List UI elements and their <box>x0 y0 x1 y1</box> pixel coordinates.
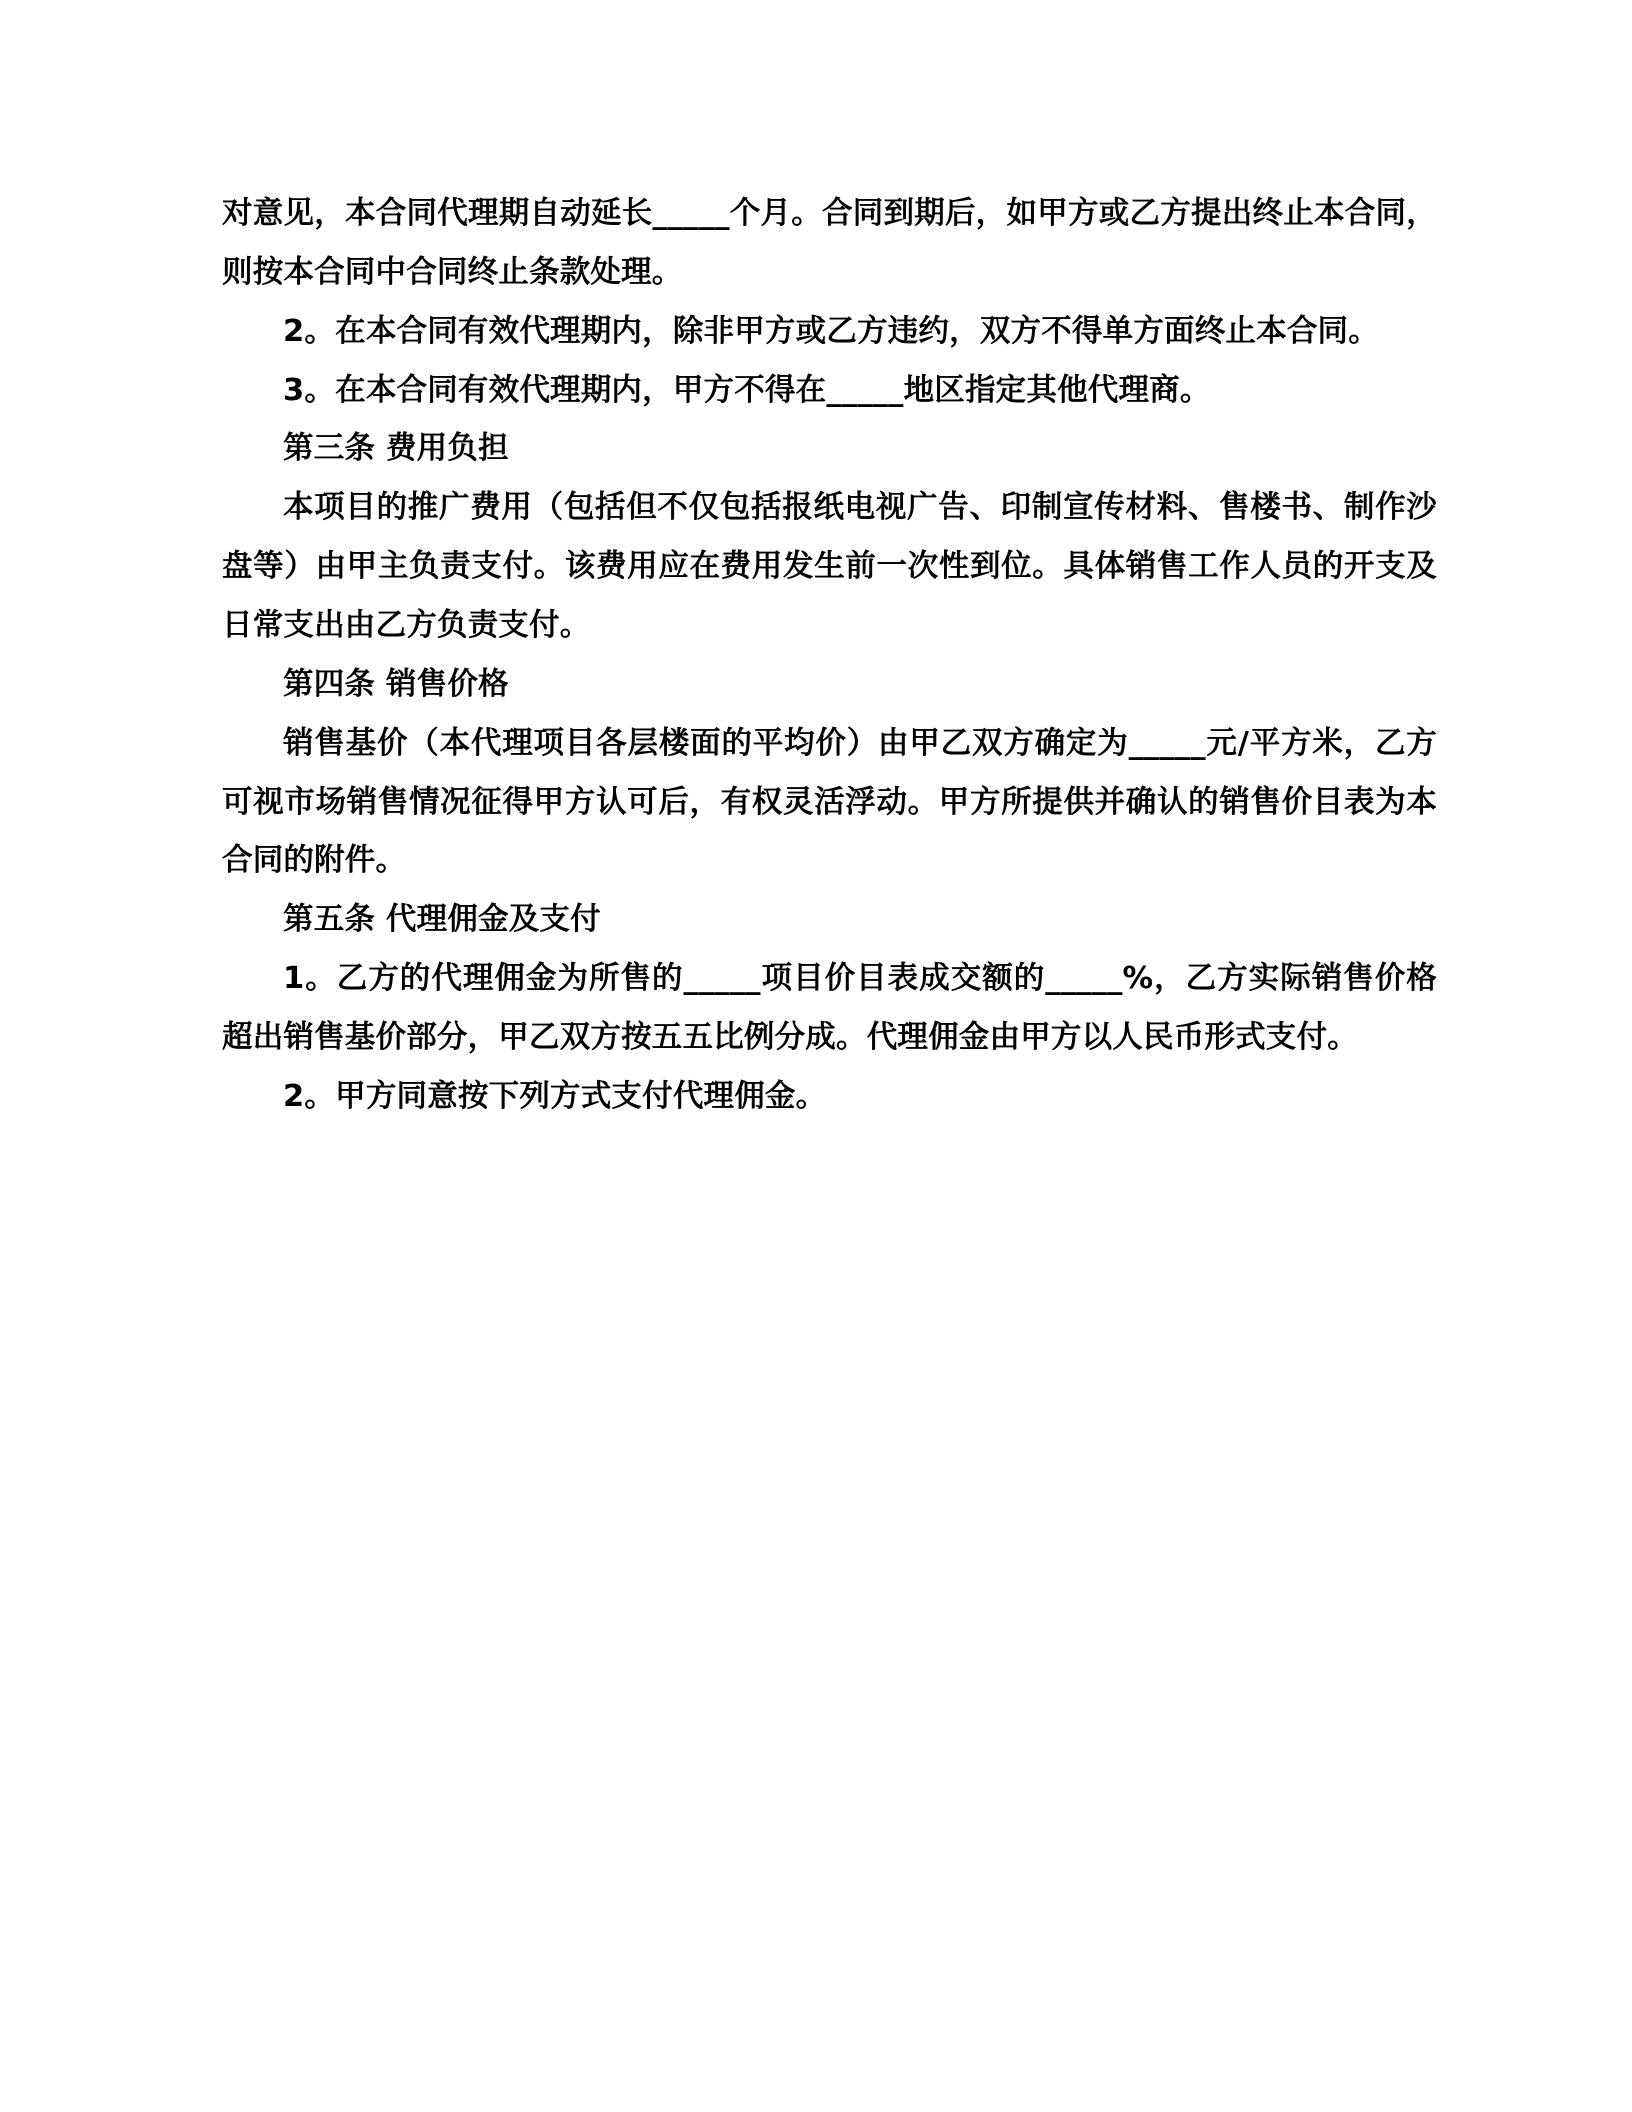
heading-article-3: 第三条 费用负担 <box>283 431 509 467</box>
paragraph-article-5-item-1: 1。乙方的代理佣金为所售的_____项目价目表成交额的_____%，乙方实际销售价格超出销售基价部分，甲乙双方按五五比例分成。代理佣金由甲方以人民币形式支付。 <box>222 961 1437 1056</box>
heading-article-4: 第四条 销售价格 <box>283 666 509 702</box>
paragraph-item-2-termination: 2。在本合同有效代理期内，除非甲方或乙方违约，双方不得单方面终止本合同。 <box>283 313 1379 349</box>
paragraph-continuation-line: 对意见，本合同代理期自动延长_____个月。合同到期后，如甲方或乙方提出终止本合同，则按本合同中合同终止条款处理。 <box>222 196 1437 290</box>
paragraph-article-4-body: 销售基价（本代理项目各层楼面的平均价）由甲乙双方确定为_____元/平方米，乙方可视市场销售情况征得甲方认可后，有权灵活浮动。甲方所提供并确认的销售价目表为本合同的附件。 <box>222 725 1437 879</box>
heading-article-5: 第五条 代理佣金及支付 <box>283 902 601 938</box>
paragraph-article-3-body: 本项目的推广费用（包括但不仅包括报纸电视广告、印制宣传材料、售楼书、制作沙盘等）由甲主负责支付。该费用应在费用发生前一次性到位。具体销售工作人员的开支及日常支出由乙方负责支付。 <box>222 490 1437 644</box>
document-body <box>222 185 1437 1127</box>
paragraph-item-3-exclusivity: 3。在本合同有效代理期内，甲方不得在_____地区指定其他代理商。 <box>283 372 1211 408</box>
paragraph-article-5-item-2: 2。甲方同意按下列方式支付代理佣金。 <box>283 1078 827 1114</box>
